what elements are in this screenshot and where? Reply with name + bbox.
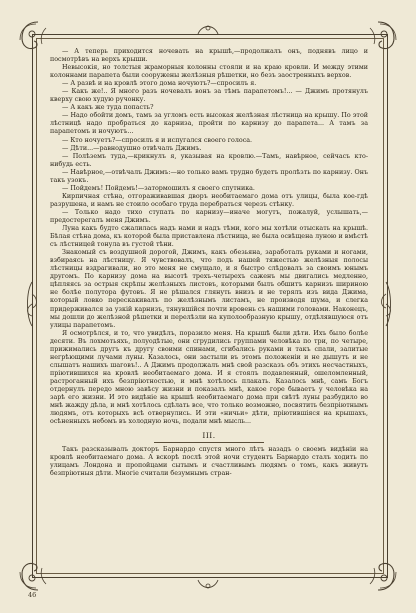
paragraph: Луна какъ будто сжалилась надъ нами и надъ тѣми, кого мы хотѣли отыскать на крышѣ. Бѣлая стѣна дома, къ которой была приставлена лѣстница, не была освѣщена луною и вмѣстѣ съ лѣстницей тонула въ густой тѣни. — [50, 225, 368, 249]
top-center-ornament-icon — [196, 22, 220, 36]
page-body-text — [50, 48, 368, 478]
side-ornament-left-icon — [22, 280, 42, 328]
bottom-center-ornament-icon — [196, 578, 220, 592]
paragraph: — Дѣти...—равнодушно отвѣчалъ Джимъ. — [62, 144, 202, 152]
paragraph: — А какъ же туда попасть? — [62, 104, 154, 112]
paragraph: Невысокія, но толстыя жраморныя колонны стояли и на краю кровли. И между этими колоннами парапета были сооружены желѣзныя рѣшетки, но безъ заостренныхъ верхов. — [50, 64, 368, 80]
paragraph: Кирпичная стѣна, отгораживавшая дворъ необитаемаго дома отъ улицы, была кое-гдѣ разрушена, и намъ не стоило особаго труда перебраться черезъ стѣнку. — [50, 192, 368, 208]
corner-ornament-bottom-left-icon — [16, 550, 60, 594]
page-number: 46 — [28, 591, 37, 599]
paragraph: — Только надо тихо ступать по карнизу—иначе могутъ, пожалуй, услышать,—предостерегалъ меня Джимъ. — [50, 208, 368, 224]
paragraph: — Полѣземъ туда,—крикнулъ я, указывая на кровлю.—Тамъ, навѣрное, сейчасъ кто-нибудь есть. — [50, 152, 368, 168]
paragraph: — А развѣ и на кровлѣ этого дома ночуютъ?—спросилъ я. — [62, 80, 257, 88]
paragraph: — Какъ же!.. Я много разъ ночевалъ вонъ за тѣмъ парапетомъ!... — Джимъ протянулъ кверху свою худую ручонку. — [50, 88, 368, 104]
paragraph: Знакомый съ воздушной дорогой, Джимъ, какъ обезьяна, заработалъ руками и ногами, взбираясь на лѣстницу. Я чувствовалъ, что подъ нашей тяжестью желѣзныя полосы лѣстницы вздрагивали, но это меня не смущало, и я быстро слѣдовалъ за своимъ юнымъ другомъ. По карнизу дома на высотѣ трехъ-четырехъ саженъ мы двигались медленно, цѣпляясь за острыя скрѣпы желѣзныхъ листовъ, которыми былъ обшитъ карнизъ шириною не болѣе полутора футовъ. Я не рѣшался глянуть внизъ и не терялъ изъ вида Джима, который ловко перескакивалъ по желѣзнымъ листамъ, не производя шума, и слегка придерживался за узкій карнизъ, тянувшійся почти вровень съ нашими головами. Наконецъ, мы дошли до желѣзной рѣшетки и перелѣзли на куполообразную крышу, отдѣлявшуюся отъ улицы парапетомъ. — [50, 249, 368, 329]
paragraph: — Кто ночуетъ?—спросилъ я и испугался своего голоса. — [62, 136, 253, 144]
paragraph: — Надо обойти домъ, тамъ за угломъ есть высокая желѣзная лѣстница на крышу. По этой лѣстницѣ надо пробраться до карниза, пройти по карнизу до парапета... А тамъ за парапетомъ и ночуютъ... — [50, 112, 368, 136]
paragraph: — А теперь приходится ночевать на крышѣ,—продолжалъ онъ, поднявъ лицо и посмотрѣвъ на верхъ крыши. — [50, 48, 368, 64]
paragraph: Такъ разсказывалъ докторъ Барнардо спустя много лѣтъ назадъ о своемъ видѣніи на кровлѣ необитаемаго дома. А вскорѣ послѣ этой ночи студентъ Барнардо сталъ ходить по улицамъ Лондона и пропойцами сытымъ и счастливымъ людямъ о томъ, какъ живутъ безпріютныя дѣти. Многіе считали безумнымъ стран- — [50, 446, 368, 478]
section-divider — [154, 442, 264, 443]
paragraph: Я осмотрѣлся, и то, что увидѣлъ, поразило меня. На крышѣ были дѣти. Ихъ было болѣе десяти. Въ лохмотьяхъ, полуодѣтые, они сгрудились группами человѣка по три, по четыре, прижимались другъ къ другу своими спинами, сгибались руками и такъ спали, залитые негрѣющими лучами луны. Казалось, они застыли въ этомъ положеніи и не дышутъ и не слышатъ нашихъ шаговъ!.. А Джимъ продолжалъ мнѣ свой разсказъ объ этихъ несчастныхъ, пріютившихся на кровлѣ необитаемаго дома. И я стоялъ подавленный, ошеломленный, растроганный ихъ безпріютностью, и мнѣ хотѣлось плакать. Казалось мнѣ, самъ Богъ отдернулъ передо мною завѣсу жизни и показалъ мнѣ, какое горе бываетъ у человѣка на зарѣ его жизни. И это видѣніе на крышѣ необитаемаго дома при свѣтѣ луны разбудило во мнѣ жажду дѣла, и мнѣ хотѣлось сдѣлать все, что только возможно, посвятить безпріютнымъ людямъ, отъ которыхъ всѣ отвернулись. И эти «ничьи» дѣти, пріютившіяся на крышахъ, осѣненныхъ небомъ въ холодную ночь, подали мнѣ мысль... — [50, 329, 368, 426]
paragraph: — Навѣрное,—отвѣчалъ Джимъ:—но только вамъ трудно будетъ пролѣзть по карнизу. Онъ такъ узокъ. — [50, 168, 368, 184]
section-heading: III. — [202, 431, 216, 441]
side-ornament-right-icon — [376, 280, 396, 328]
corner-ornament-bottom-right-icon — [356, 550, 400, 594]
paragraph: — Пойдемъ! Пойдемъ!—затормошилъ я своего спутника. — [62, 184, 255, 192]
